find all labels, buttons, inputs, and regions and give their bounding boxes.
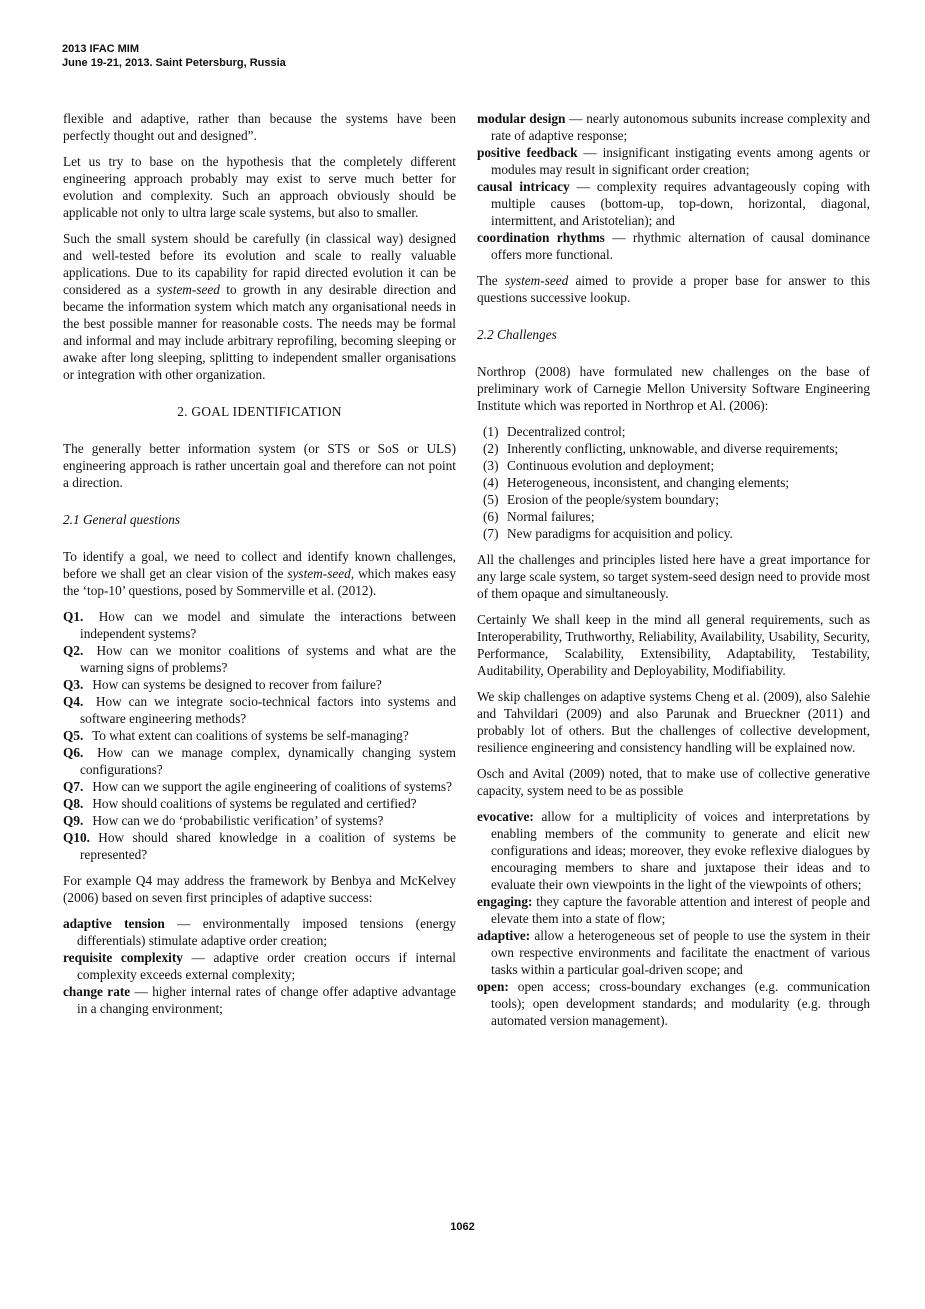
property-item: open: open access; cross-boundary exchanges (e.g. communication tools); open development standards; and modularity (e.g. through automated version management). [477,979,870,1028]
principle-item: change rate — higher internal rates of change offer adaptive advantage in a changing environment; [63,984,456,1016]
question-item: Q6. How can we manage complex, dynamically changing system configurations? [63,745,457,777]
challenges-list [477,423,870,542]
question-item: Q9. How can we do ‘probabilistic verification’ of systems? [63,813,384,828]
question-item: Q8. How should coalitions of systems be regulated and certified? [63,796,417,811]
question-item: Q4. How can we integrate socio-technical factors into systems and software engineering methods? [63,694,456,726]
challenge-item: (6) Normal failures; [483,509,595,524]
question-item: Q7. How can we support the agile engineering of coalitions of systems? [63,779,452,794]
question-item: Q2. How can we monitor coalitions of systems and what are the warning signs of problems? [63,643,456,675]
principle-item: positive feedback — insignificant instigating events among agents or modules may result in significant order creation; [477,145,870,177]
question-item: Q1. How can we model and simulate the interactions between independent systems? [63,609,456,641]
paragraph: Northrop (2008) have formulated new challenges on the base of preliminary work of Carnegie Mellon University Software Engineering Institute which was reported in Northrop et Al. (2006): [477,364,870,413]
questions-list [63,608,456,863]
paragraph: Osch and Avital (2009) noted, that to make use of collective generative capacity, system need to be as possible [477,766,870,798]
conference-name: 2013 IFAC MIM [62,43,140,55]
paragraph: For example Q4 may address the framework by Benbya and McKelvey (2006) based on seven first principles of adaptive success: [63,873,456,905]
paragraph: We skip challenges on adaptive systems Cheng et al. (2009), also Salehie and Tahvildari (2009) and also Parunak and Brueckner (2011) and probably lot of others. But the challenges of collective development, resilience engineering and consistency handling will be explained now. [477,689,870,755]
challenge-item: (4) Heterogeneous, inconsistent, and changing elements; [483,475,790,490]
properties-list [477,808,870,1029]
challenge-item: (7) New paradigms for acquisition and policy. [483,526,733,541]
property-item: evocative: allow for a multiplicity of voices and interpretations by enabling members of the community to generate and elicit new configurations and ideas; moreover, they evoke reflexive dialogues by encouraging members to share and juxtapose their ideas and to evaluate their own viewpoints in the light of the viewpoints of others; [477,809,871,892]
page-number: 1062 [450,1221,475,1233]
subsection-heading: 2.2 Challenges [477,327,557,342]
paragraph: The system-seed aimed to provide a proper base for answer to this questions successive lookup. [477,273,871,305]
question-item: Q5. To what extent can coalitions of systems be self-managing? [63,728,409,743]
principle-item: adaptive tension — environmentally imposed tensions (energy differentials) stimulate adaptive order creation; [63,916,456,948]
principle-item: modular design — nearly autonomous subunits increase complexity and rate of adaptive response; [477,111,870,143]
left-column [63,110,456,1026]
subsection-heading: 2.1 General questions [63,512,181,527]
paragraph: To identify a goal, we need to collect and identify known challenges, before we shall get an clear vision of the system-seed, which makes easy the ‘top-10’ questions, posed by Sommerville et al. (2012). [63,549,457,598]
principle-item: coordination rhythms — rhythmic alternation of causal dominance offers more functional. [477,230,871,262]
challenge-item: (3) Continuous evolution and deployment; [483,458,715,473]
conference-header [62,42,286,70]
section-heading: 2. GOAL IDENTIFICATION [177,404,342,419]
paragraph: All the challenges and principles listed here have a great importance for any large scale system, so target system-seed design need to provide most of them opaque and simultaneously. [477,552,870,601]
right-column [477,110,870,1038]
question-item: Q3. How can systems be designed to recover from failure? [63,677,382,692]
property-item: adaptive: allow a heterogeneous set of people to use the system in their own respective environments and facilitate the enactment of various tasks within a particular goal-driven scope; and [477,928,870,977]
paragraph: The generally better information system (or STS or SoS or ULS) engineering approach is rather uncertain goal and therefore can not point a direction. [63,441,456,490]
principles-list-continued [477,110,870,263]
paragraph: flexible and adaptive, rather than because the systems have been perfectly thought out and designed”. [63,111,456,143]
conference-date-place: June 19-21, 2013. Saint Petersburg, Russia [62,57,286,69]
principle-item: causal intricacy — complexity requires advantageously coping with multiple causes (bottom-up, top-down, horizontal, diagonal, intermittent, and Aristotelian); and [477,179,870,228]
paragraph: Let us try to base on the hypothesis that the completely different engineering approach probably may exist to serve much better for evolution and complexity. Such an approach obviously should be applicable not only to ultra large scale systems, but also to smaller. [63,154,456,220]
principle-item: requisite complexity — adaptive order creation occurs if internal complexity exceeds external complexity; [63,950,456,982]
paragraph: Such the small system should be carefully (in classical way) designed and well-tested before its evolution and scale to really valuable applications. Due to its capability for rapid directed evolution it can be considered as a system-seed to growth in any desirable direction and became the information system which match any organisational needs in the best possible manner for reasonable costs. The needs may be formal and informal and may include arbitrary reprofiling, becoming sleeping or awake after long sleeping, splitting to independent smaller organisations or integration with other organization. [63,231,456,382]
property-item: engaging: they capture the favorable attention and interest of people and elevate them into a state of flow; [477,894,870,926]
challenge-item: (2) Inherently conflicting, unknowable, and diverse requirements; [483,441,839,456]
paragraph: Certainly We shall keep in the mind all general requirements, such as Interoperability, Truthworthy, Reliability, Availability, Usability, Security, Performance, Scalability, Extensibility, Adaptability, Testability, Auditability, Operability and Deployability, Modifiability. [477,612,870,678]
challenge-item: (5) Erosion of the people/system boundary; [483,492,719,507]
principles-list [63,915,456,1017]
challenge-item: (1) Decentralized control; [483,424,626,439]
question-item: Q10. How should shared knowledge in a coalition of systems be represented? [63,830,457,862]
